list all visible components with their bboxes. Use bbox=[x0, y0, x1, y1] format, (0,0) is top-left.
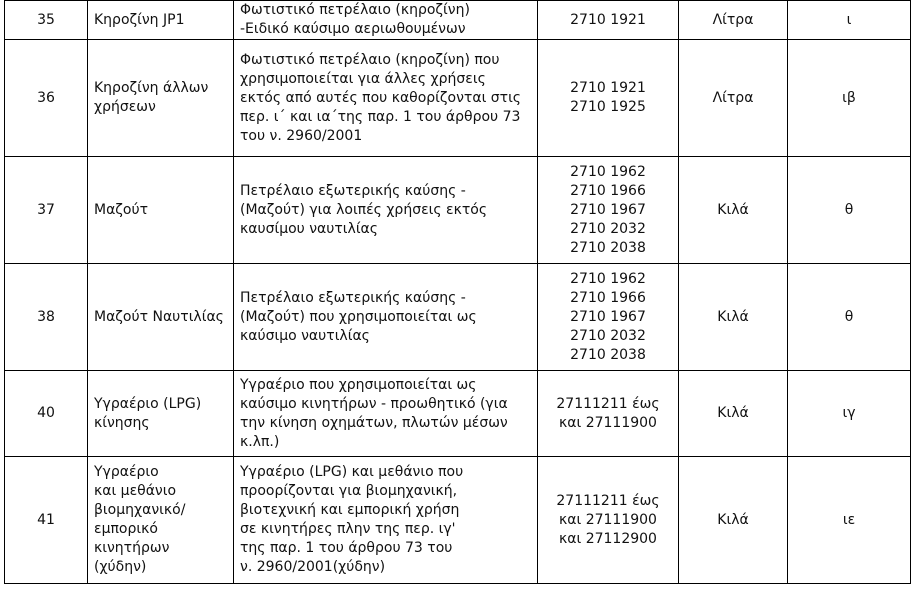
product-description: Φωτιστικό πετρέλαιο (κηροζίνη) που χρησιμοποιείται για άλλες χρήσεις εκτός από αυτές που καθορίζονται στις περ. ι΄ και ια΄της παρ. 1 του άρθρου 73 του ν. 2960/2001 bbox=[234, 40, 538, 157]
product-description: Φωτιστικό πετρέλαιο (κηροζίνη) -Ειδικό καύσιμο αεριωθουμένων bbox=[234, 1, 538, 40]
product-description: Πετρέλαιο εξωτερικής καύσης - (Μαζούτ) που χρησιμοποιείται ως καύσιμο ναυτιλίας bbox=[234, 264, 538, 371]
product-name: Υγραέριο (LPG) κίνησης bbox=[88, 371, 234, 457]
category-letter: θ bbox=[788, 157, 911, 264]
product-name: Μαζούτ Ναυτιλίας bbox=[88, 264, 234, 371]
product-name: Κηροζίνη JP1 bbox=[88, 1, 234, 40]
category-letter: ιγ bbox=[788, 371, 911, 457]
product-description: Πετρέλαιο εξωτερικής καύσης - (Μαζούτ) για λοιπές χρήσεις εκτός καυσίμου ναυτιλίας bbox=[234, 157, 538, 264]
category-letter: θ bbox=[788, 264, 911, 371]
tariff-codes: 2710 1921 bbox=[538, 1, 679, 40]
row-number: 40 bbox=[5, 371, 88, 457]
row-number: 36 bbox=[5, 40, 88, 157]
table-row bbox=[5, 264, 911, 371]
row-number: 35 bbox=[5, 1, 88, 40]
row-number: 38 bbox=[5, 264, 88, 371]
product-name: Κηροζίνη άλλων χρήσεων bbox=[88, 40, 234, 157]
product-name: Μαζούτ bbox=[88, 157, 234, 264]
unit-of-measure: Κιλά bbox=[679, 371, 788, 457]
table-row bbox=[5, 371, 911, 457]
unit-of-measure: Κιλά bbox=[679, 264, 788, 371]
category-letter: ι bbox=[788, 1, 911, 40]
tariff-codes: 2710 1921 2710 1925 bbox=[538, 40, 679, 157]
product-name: Υγραέριο και μεθάνιο βιομηχανικό/ εμπορικό κινητήρων (χύδην) bbox=[88, 457, 234, 584]
row-number: 41 bbox=[5, 457, 88, 584]
fuel-classification-table bbox=[4, 0, 911, 584]
tariff-codes: 27111211 έως και 27111900 bbox=[538, 371, 679, 457]
tariff-codes: 2710 1962 2710 1966 2710 1967 2710 2032 2710 2038 bbox=[538, 264, 679, 371]
row-number: 37 bbox=[5, 157, 88, 264]
category-letter: ιβ bbox=[788, 40, 911, 157]
unit-of-measure: Λίτρα bbox=[679, 1, 788, 40]
tariff-codes: 27111211 έως και 27111900 και 27112900 bbox=[538, 457, 679, 584]
category-letter: ιε bbox=[788, 457, 911, 584]
table-row bbox=[5, 157, 911, 264]
unit-of-measure: Κιλά bbox=[679, 457, 788, 584]
table-row bbox=[5, 1, 911, 40]
unit-of-measure: Λίτρα bbox=[679, 40, 788, 157]
product-description: Υγραέριο που χρησιμοποιείται ως καύσιμο κινητήρων - προωθητικό (για την κίνηση οχημάτων, πλωτών μέσων κ.λπ.) bbox=[234, 371, 538, 457]
table-row bbox=[5, 40, 911, 157]
tariff-codes: 2710 1962 2710 1966 2710 1967 2710 2032 2710 2038 bbox=[538, 157, 679, 264]
table-row bbox=[5, 457, 911, 584]
unit-of-measure: Κιλά bbox=[679, 157, 788, 264]
product-description: Υγραέριο (LPG) και μεθάνιο που προορίζονται για βιομηχανική, βιοτεχνική και εμπορική χρήση σε κινητήρες πλην της περ. ιγ' της παρ. 1 του άρθρου 73 του ν. 2960/2001(χύδην) bbox=[234, 457, 538, 584]
